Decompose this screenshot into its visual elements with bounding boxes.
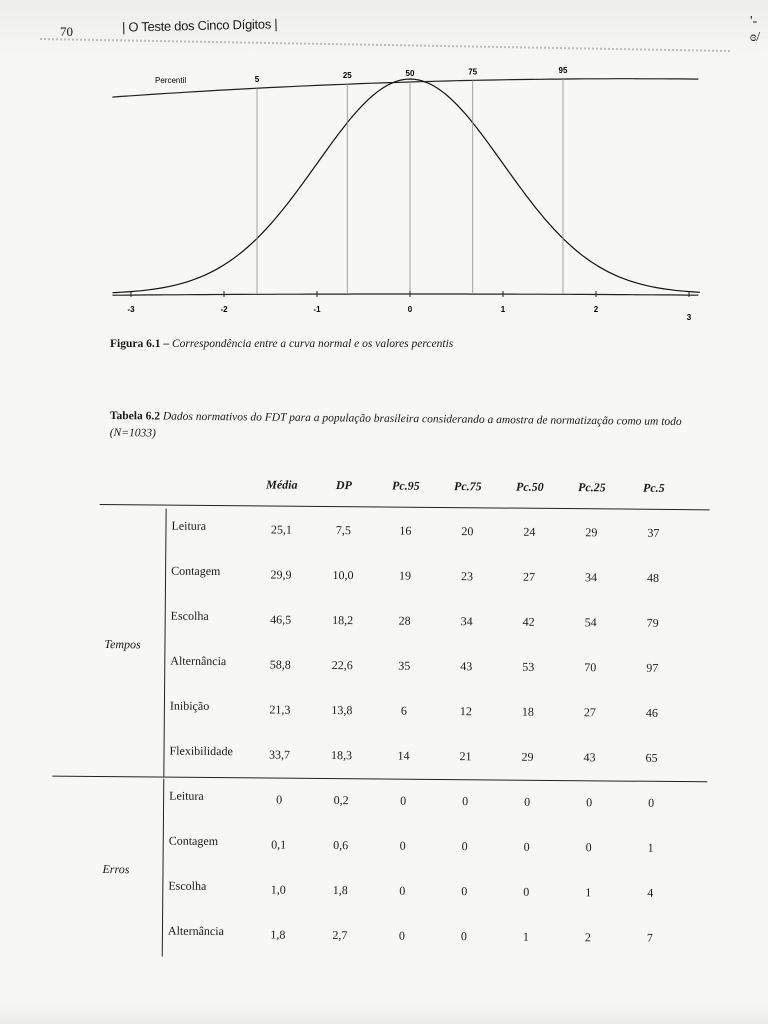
table-cell: 25,1 (270, 522, 293, 537)
table-cell: 0 (585, 840, 592, 855)
table-cell: 6 (400, 703, 407, 718)
figure-caption-text: Correspondência entre a curva normal e os valores percentis (171, 338, 454, 350)
table-cell: 46 (645, 705, 658, 720)
table-cell: 21,3 (269, 702, 291, 717)
table-caption-text: Dados normativos do FDT para a população brasileira considerando a amostra de normatização como um todo (N=1033) (109, 410, 682, 440)
table-cell: 18,3 (330, 748, 353, 763)
table-cell: 48 (647, 570, 660, 585)
table-cell: 24 (523, 524, 536, 539)
table-cell: 29,9 (270, 567, 292, 582)
table-cell: 1 (522, 929, 529, 944)
table-cell: 37 (647, 525, 660, 540)
table-cell: 35 (398, 658, 411, 673)
table-cell: 0 (400, 793, 407, 808)
table-cell: 0,2 (333, 793, 349, 808)
table-cell: 46,5 (270, 612, 292, 627)
table-cell: 34 (585, 570, 598, 585)
table-cell: 7,5 (335, 523, 352, 538)
column-header: Pc.50 (515, 479, 544, 494)
table-cell: 1 (647, 840, 654, 855)
row-label: Contagem (171, 563, 221, 579)
table-cell: 43 (460, 659, 473, 674)
table-cell: 1,8 (332, 883, 348, 898)
table-cell: 0 (524, 794, 531, 809)
percentile-axis-line (112, 79, 698, 97)
table-cell: 54 (584, 615, 597, 630)
row-label: Contagem (168, 833, 219, 849)
table-top-rule (100, 504, 710, 510)
z-tick-label: 3 (686, 313, 692, 322)
z-tick-label: 1 (500, 305, 506, 314)
z-tick-label: -3 (127, 305, 135, 314)
table-cell: 97 (646, 660, 659, 675)
percentile-tick-label: 95 (558, 66, 568, 76)
group-vertical-rule (162, 779, 165, 957)
table-cell: 70 (584, 660, 597, 675)
row-label: Escolha (168, 878, 207, 893)
table-cell: 14 (397, 748, 410, 763)
row-label: Alternância (167, 923, 224, 939)
table-cell: 53 (522, 659, 535, 674)
table-cell: 27 (583, 705, 596, 720)
row-label: Escolha (170, 608, 209, 623)
table-cell: 1,0 (270, 882, 286, 897)
handwritten-mark: '-ɞ/ (750, 14, 761, 45)
column-header: Média (266, 477, 298, 492)
row-label: Leitura (169, 788, 204, 803)
table-cell: 20 (461, 524, 474, 539)
table-cell: 0 (523, 884, 530, 899)
table-cell: 33,7 (268, 747, 291, 762)
column-header: Pc.95 (391, 478, 420, 493)
table-cell: 43 (583, 750, 596, 765)
table-caption (110, 408, 710, 448)
table-cell: 65 (645, 750, 658, 765)
table-cell: 0 (586, 795, 593, 810)
percentile-tick-label: 5 (254, 75, 260, 85)
table-caption-label: Tabela 6.2 (109, 409, 161, 423)
figure-caption-label: Figura 6.1 – (110, 338, 170, 350)
table-cell: 18 (521, 704, 534, 719)
normative-table (96, 468, 710, 973)
table-cell: 0 (461, 839, 468, 854)
table-cell: 10,0 (332, 568, 354, 583)
table-cell: 2,7 (332, 928, 348, 943)
table-cell: 29 (585, 525, 598, 540)
table-cell: 42 (522, 614, 535, 629)
table-cell: 0 (460, 929, 467, 944)
table-cell: 23 (461, 569, 474, 584)
z-tick-label: 2 (593, 305, 599, 314)
normal-curve (112, 79, 700, 293)
table-cell: 13,8 (331, 703, 353, 718)
figure-caption (110, 338, 453, 350)
table-cell: 0 (398, 928, 405, 943)
table-cell: 28 (398, 613, 411, 628)
table-cell: 0 (462, 794, 469, 809)
running-title: | O Teste dos Cinco Dígitos | (121, 16, 278, 35)
table-cell: 4 (647, 885, 654, 900)
z-tick-label: 0 (407, 305, 413, 314)
table-cell: 22,6 (331, 658, 353, 673)
column-header: Pc.25 (577, 480, 606, 495)
table-cell: 0 (276, 792, 283, 807)
table-cell: 21 (459, 749, 472, 764)
group-vertical-rule (163, 509, 166, 777)
page-number: 70 (60, 24, 73, 39)
table-cell: 0 (461, 884, 468, 899)
z-tick-label: -1 (313, 305, 321, 314)
table-cell: 58,8 (269, 657, 291, 672)
column-header: Pc.5 (642, 480, 665, 495)
column-header: DP (335, 478, 352, 493)
table-cell: 27 (523, 569, 536, 584)
normal-curve-figure (110, 60, 700, 330)
table-cell: 0 (399, 883, 406, 898)
table-cell: 34 (460, 614, 473, 629)
row-label: Leitura (171, 518, 207, 533)
row-label: Inibição (169, 698, 210, 713)
column-header: Pc.75 (453, 479, 482, 494)
table-cell: 0,6 (333, 838, 349, 853)
group-separator-rule (52, 776, 707, 783)
row-label: Alternância (170, 653, 227, 669)
table-cell: 2 (584, 930, 591, 945)
group-label: Tempos (104, 637, 141, 652)
percentile-tick-label: 25 (342, 71, 352, 81)
percentile-tick-label: 50 (405, 69, 415, 78)
table-cell: 0 (399, 838, 406, 853)
table-cell: 0 (648, 795, 655, 810)
table-cell: 79 (646, 615, 659, 630)
table-cell: 16 (399, 523, 412, 538)
group-label: Erros (102, 862, 130, 877)
table-cell: 1,8 (270, 927, 286, 942)
percentil-label: Percentil (155, 76, 187, 85)
table-cell: 0,1 (271, 837, 287, 852)
z-axis-line (112, 294, 698, 295)
table-cell: 12 (459, 704, 472, 719)
table-cell: 19 (399, 568, 412, 583)
table-cell: 0 (523, 839, 530, 854)
table-cell: 29 (521, 749, 534, 764)
z-tick-label: -2 (220, 305, 228, 314)
row-label: Flexibilidade (169, 743, 233, 759)
table-cell: 18,2 (332, 613, 354, 628)
table-cell: 1 (585, 885, 592, 900)
percentile-tick-label: 75 (468, 67, 478, 77)
table-cell: 7 (646, 930, 653, 945)
